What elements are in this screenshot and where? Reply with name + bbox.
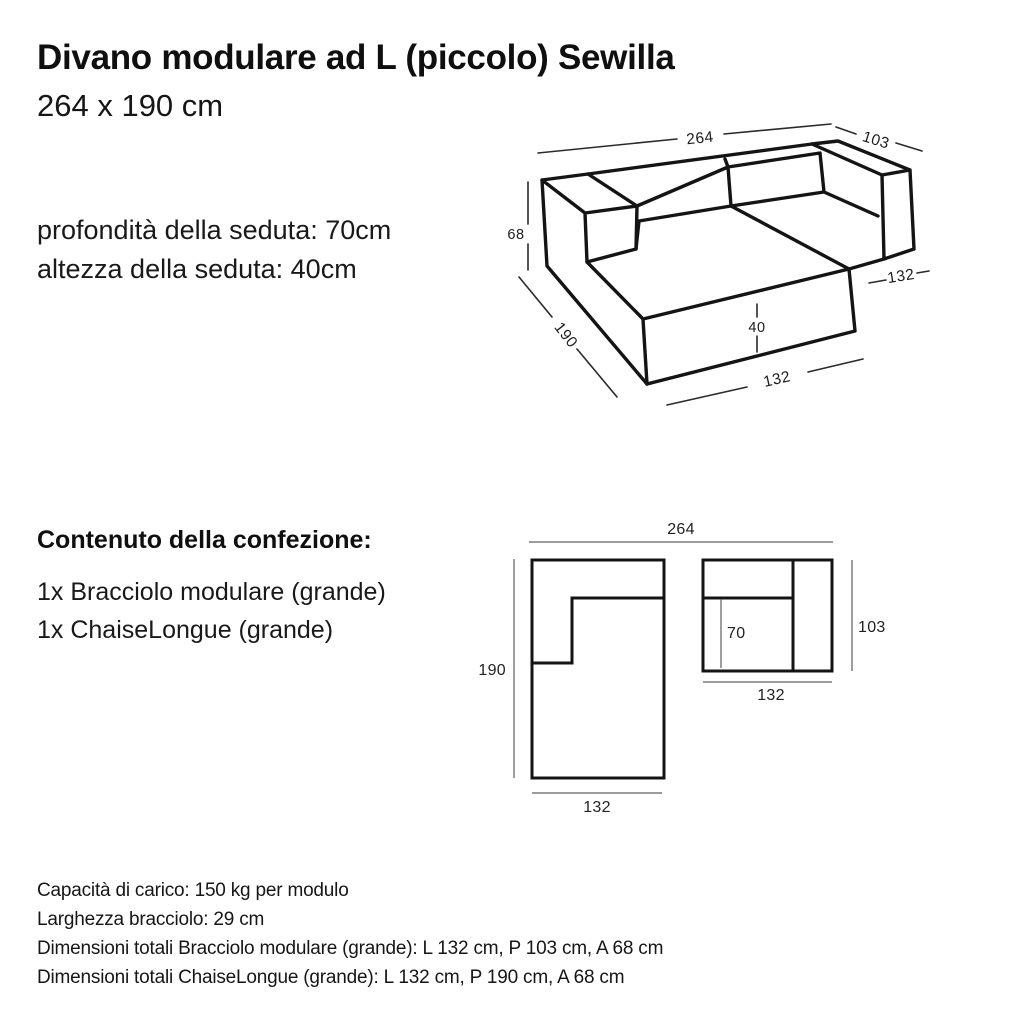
sofa-2d-plan bbox=[478, 521, 885, 816]
spec-line-armrest-width: Larghezza bracciolo: 29 cm bbox=[37, 909, 265, 930]
package-contents-heading: Contenuto della confezione: bbox=[37, 526, 372, 554]
spec-line-armrest-dimensions: Dimensioni totali Bracciolo modulare (grande): L 132 cm, P 103 cm, A 68 cm bbox=[37, 938, 664, 959]
dim-2d-module-depth: 103 bbox=[858, 619, 886, 636]
sofa-armrest-lines bbox=[812, 141, 914, 259]
dim-2d-module-width: 132 bbox=[757, 687, 785, 704]
plan-chaise-outline bbox=[532, 560, 664, 778]
dim-2d-seat-depth: 70 bbox=[727, 625, 746, 642]
spec-line-capacity: Capacità di carico: 150 kg per modulo bbox=[37, 880, 349, 901]
dim-3d-seat-height: 40 bbox=[748, 320, 766, 336]
dim-2d-total-width: 264 bbox=[667, 521, 695, 538]
plan-dim-lines bbox=[514, 542, 852, 793]
seat-depth-line: profondità della seduta: 70cm bbox=[37, 215, 392, 245]
package-item: 1x Bracciolo modulare (grande) bbox=[37, 578, 386, 606]
sofa-left-block-lines bbox=[542, 174, 647, 384]
sofa-chaise-lines bbox=[643, 206, 884, 384]
product-overall-size: 264 x 190 cm bbox=[37, 88, 224, 123]
package-item: 1x ChaiseLongue (grande) bbox=[37, 616, 334, 644]
dim-3d-module-depth: 103 bbox=[860, 128, 892, 153]
dim-3d-total-width: 264 bbox=[685, 128, 715, 149]
dim-3d-total-depth: 190 bbox=[550, 319, 581, 352]
sofa-backrest-lines bbox=[588, 144, 878, 249]
page-title: Divano modulare ad L (piccolo) Sewilla bbox=[37, 38, 675, 77]
dim-2d-chaise-depth: 190 bbox=[478, 662, 506, 679]
seat-height-line: altezza della seduta: 40cm bbox=[37, 254, 357, 284]
dim-2d-chaise-width: 132 bbox=[583, 799, 611, 816]
plan-armrest-outline bbox=[703, 560, 832, 671]
sofa-3d-drawing bbox=[507, 124, 929, 405]
dim-3d-chaise-width: 132 bbox=[761, 368, 793, 391]
dim-3d-module-width: 132 bbox=[886, 265, 916, 288]
dim-3d-height: 68 bbox=[507, 227, 525, 243]
spec-line-chaise-dimensions: Dimensioni totali ChaiseLongue (grande): L 132 cm, P 190 cm, A 68 cm bbox=[37, 967, 625, 988]
